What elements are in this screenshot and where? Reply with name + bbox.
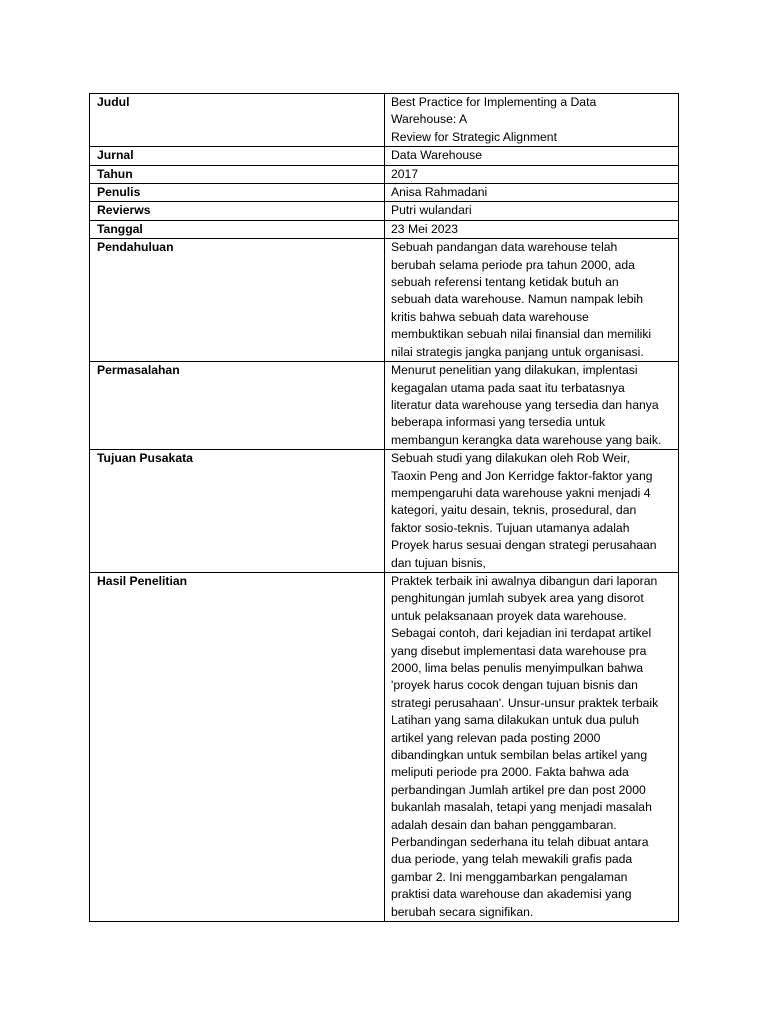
row-value-pendahuluan	[385, 239, 679, 362]
row-permasalahan	[90, 362, 679, 450]
text-line: berubah secara signifikan.	[391, 904, 534, 919]
text-line: Anisa Rahmadani	[391, 185, 488, 200]
text-line: penghitungan jumlah subyek area yang disorot	[391, 591, 644, 606]
text-line: Putri wulandari	[391, 203, 472, 218]
row-label-tanggal: Tanggal	[90, 220, 385, 238]
text-line: membuktikan sebuah nilai finansial dan memiliki	[391, 327, 652, 342]
text-line: kegagalan utama pada saat itu terbatasnya	[391, 380, 625, 395]
text-line: Review for Strategic Alignment	[391, 129, 557, 144]
text-line: Proyek harus sesuai dengan strategi perusahaan	[391, 538, 657, 553]
row-penulis	[90, 184, 679, 202]
text-line: adalah desain dan bahan penggambaran.	[391, 817, 617, 832]
text-line: dan tujuan bisnis,	[391, 555, 486, 570]
text-line: nilai strategis jangka panjang untuk organisasi.	[391, 344, 644, 359]
row-tanggal	[90, 220, 679, 238]
text-line: perbandingan Jumlah artikel pre dan post 2000	[391, 782, 646, 797]
row-label-permasalahan: Permasalahan	[90, 362, 385, 450]
text-line: literatur data warehouse yang tersedia dan hanya	[391, 397, 659, 412]
text-line: praktisi data warehouse dan akademisi yang	[391, 887, 632, 902]
text-line: artikel yang relevan pada posting 2000	[391, 730, 601, 745]
text-line: Taoxin Peng and Jon Kerridge faktor-faktor yang	[391, 468, 653, 483]
text-line: kritis bahwa sebuah data warehouse	[391, 309, 589, 324]
row-value-reviewers	[385, 202, 679, 220]
row-value-permasalahan	[385, 362, 679, 450]
row-label-tahun: Tahun	[90, 165, 385, 183]
text-line: dibandingkan untuk sembilan belas artikel yang	[391, 748, 648, 763]
text-line: untuk pelaksanaan proyek data warehouse.	[391, 608, 627, 623]
text-line: mempengaruhi data warehouse yakni menjadi 4	[391, 485, 651, 500]
text-line: 2000, lima belas penulis menyimpulkan bahwa	[391, 661, 644, 675]
text-line: Menurut penelitian yang dilakukan, implentasi	[391, 363, 638, 378]
text-line: Praktek terbaik ini awalnya dibangun dari laporan	[391, 573, 658, 588]
text-line: membangun kerangka data warehouse yang baik.	[391, 432, 662, 447]
row-label-reviewers: Revierws	[90, 202, 385, 220]
review-table-body	[90, 94, 679, 922]
text-line: 2017	[391, 166, 419, 181]
row-label-judul: Judul	[90, 94, 385, 147]
row-value-hasil-penelitian	[385, 572, 679, 921]
text-line: beberapa informasi yang tersedia untuk	[391, 415, 606, 430]
row-value-tujuan-pustaka	[385, 450, 679, 573]
text-line: dua periode, yang telah mewakili grafis pada	[391, 852, 633, 867]
text-line: yang disebut implementasi data warehouse pra	[391, 643, 647, 658]
text-line: Perbandingan sederhana itu telah dibuat antara	[391, 835, 649, 850]
text-line: Sebuah studi yang dilakukan oleh Rob Weir,	[391, 451, 630, 466]
text-line: faktor sosio-teknis. Tujuan utamanya adalah	[391, 520, 630, 535]
text-line: kategori, yaitu desain, teknis, prosedural, dan	[391, 503, 637, 518]
row-label-jurnal: Jurnal	[90, 147, 385, 165]
row-reviewers	[90, 202, 679, 220]
row-value-penulis	[385, 184, 679, 202]
text-line: Sebagai contoh, dari kejadian ini terdapat artikel	[391, 626, 652, 641]
text-line: 'proyek harus cocok dengan tujuan bisnis dan	[391, 678, 638, 693]
row-tahun	[90, 165, 679, 183]
row-tujuan-pustaka	[90, 450, 679, 573]
row-value-tanggal	[385, 220, 679, 238]
text-line: Best Practice for Implementing a Data	[391, 95, 597, 109]
row-value-tahun	[385, 165, 679, 183]
row-hasil-penelitian	[90, 572, 679, 921]
text-line: berubah selama periode pra tahun 2000, ada	[391, 257, 635, 272]
text-line: sebuah data warehouse. Namun nampak lebih	[391, 292, 644, 307]
text-line: bukanlah masalah, tetapi yang menjadi masalah	[391, 800, 652, 815]
row-jurnal	[90, 147, 679, 165]
text-line: gambar 2. Ini menggambarkan pengalaman	[391, 869, 628, 884]
text-line: Data Warehouse	[391, 148, 483, 163]
row-label-hasil-penelitian: Hasil Penelitian	[90, 572, 385, 921]
row-pendahuluan	[90, 239, 679, 362]
text-line: strategi perusahaan'. Unsur-unsur praktek terbaik	[391, 695, 659, 710]
row-label-tujuan-pustaka: Tujuan Pusakata	[90, 450, 385, 573]
text-line: meliputi periode pra 2000. Fakta bahwa ada	[391, 765, 629, 780]
row-label-penulis: Penulis	[90, 184, 385, 202]
text-line: sebuah referensi tentang ketidak butuh an	[391, 275, 619, 290]
text-line: Warehouse: A	[391, 112, 468, 127]
row-value-judul	[385, 94, 679, 147]
text-line: Sebuah pandangan data warehouse telah	[391, 240, 618, 255]
text-line: Latihan yang sama dilakukan untuk dua puluh	[391, 713, 639, 728]
row-judul	[90, 94, 679, 147]
text-line: 23 Mei 2023	[391, 221, 459, 236]
row-value-jurnal	[385, 147, 679, 165]
row-label-pendahuluan: Pendahuluan	[90, 239, 385, 362]
journal-review-table	[89, 93, 679, 922]
